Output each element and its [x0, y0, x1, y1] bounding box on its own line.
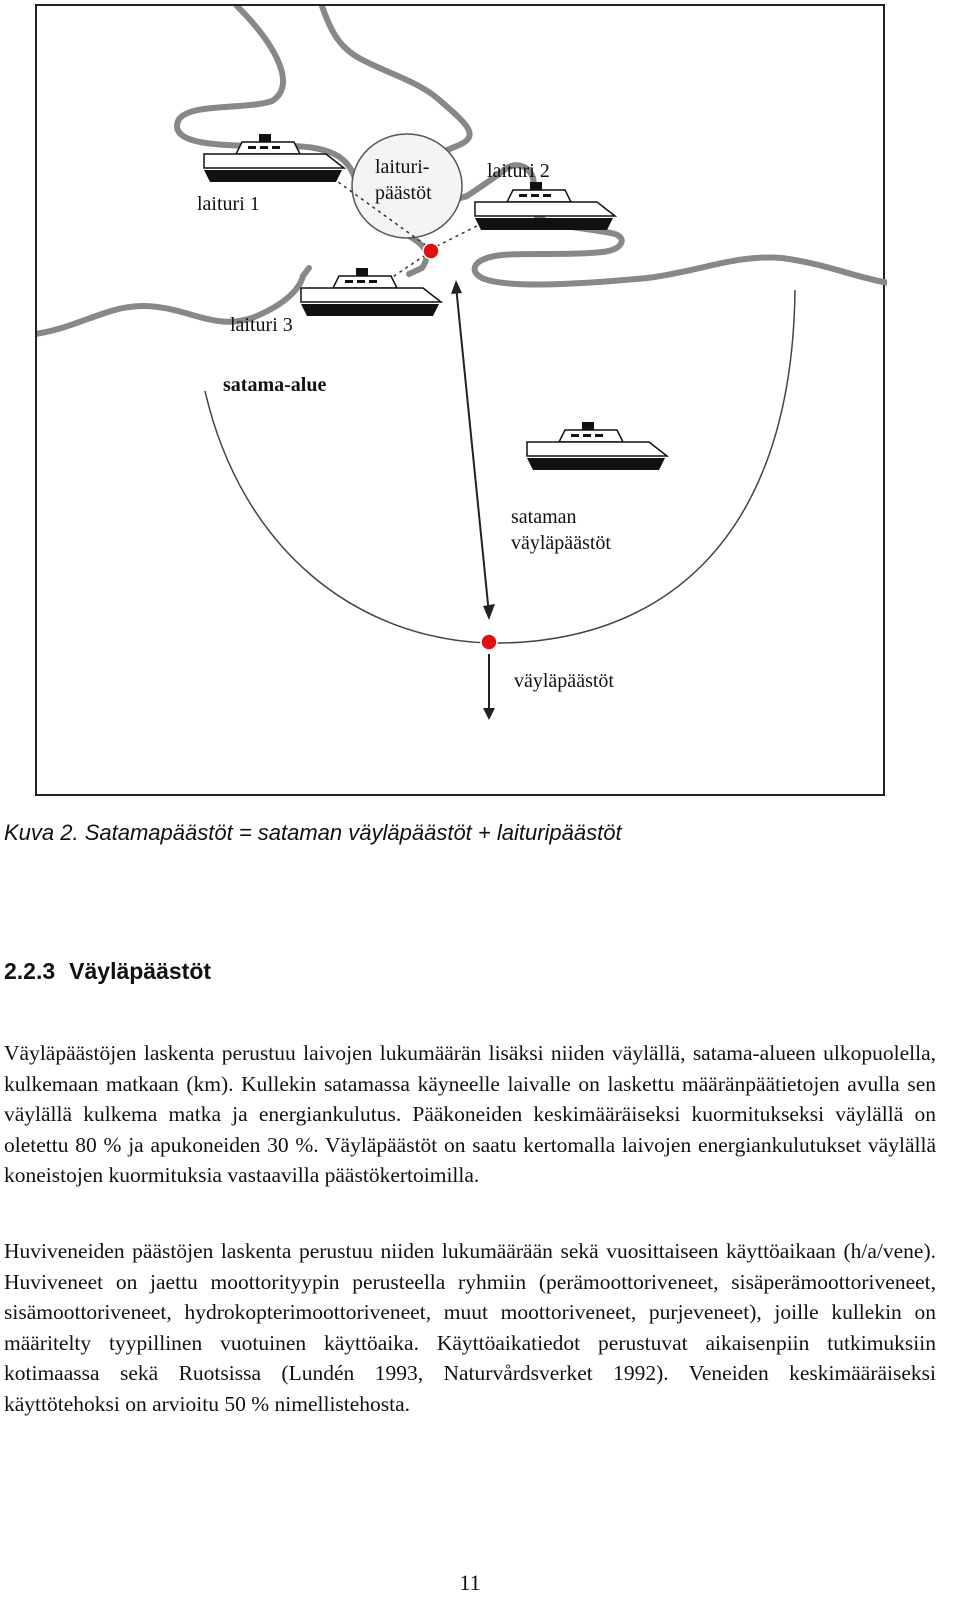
section-heading: [4, 958, 211, 985]
paragraph-fairway-emissions: Väyläpäästöjen laskenta perustuu laivojen lukumäärän lisäksi niiden väylällä, satama-alueen ulkopuolella, kulkemaan matkaan (km). Kullekin satamassa käyneelle laivalle on laskettu määränpäätietojen avulla sen väylällä kulkema matka ja energiankulutus. Pääkoneiden keskimääräiseksi kuormitukseksi väylällä on oletettu 80 % ja apukoneiden 30 %. Väyläpäästöt on saatu kertomalla laivojen energiankulutukset väylällä koneistojen kuormituksia vastaavilla päästökertoimilla.: [4, 1041, 936, 1187]
paragraph-leisure-boats: Huviveneiden päästöjen laskenta perustuu niiden lukumäärään sekä vuosittaiseen käyttöaikaan (h/a/vene). Huviveneet on jaettu moottorityypin perusteella ryhmiin (perämoottoriveneet, sisäperämoottoriveneet, sisämoottoriveneet, hydrokopterimoottoriveneet, muut moottoriveneet, purjeveneet), joille kullekin on määritelty tyypillinen vuotuinen käyttöaika. Käyttöaikatiedot perustuvat aikaisenpiin tutkimuksiin kotimaassa sekä Ruotsissa (Lundén 1993, Naturvårdsverket 1992). Veneiden keskimääräiseksi käyttötehoksi on arvioitu 50 % nimellistehosta.: [4, 1239, 936, 1416]
ship-icon-berth1: [204, 134, 344, 182]
section-title: Väyläpäästöt: [69, 958, 212, 984]
ship-icon-berth3: [301, 268, 441, 316]
ship-icon-fairway: [527, 422, 667, 470]
label-harbour-fairway-line2: väyläpäästöt: [511, 532, 611, 554]
harbour-fairway-arrow: [456, 286, 489, 614]
berth-emission-point: [423, 243, 439, 259]
berth2-emission-line: [437, 226, 477, 246]
label-berth1: laituri 1: [197, 193, 260, 215]
label-fairway-emissions: väyläpäästöt: [514, 670, 614, 692]
figure-caption: Kuva 2. Satamapäästöt = sataman väyläpäästöt + laituripäästöt: [4, 820, 622, 845]
section-number: 2.2.3: [4, 958, 56, 984]
label-berth3: laituri 3: [230, 314, 293, 336]
harbour-fairway-arrowtail: [451, 280, 462, 294]
harbour-fairway-arrowhead: [483, 604, 495, 620]
page-number: 11: [459, 1570, 481, 1595]
label-berth-emissions-line2: päästöt: [375, 182, 432, 204]
label-berth-emissions-line1: laituri-: [375, 156, 430, 178]
fairway-emission-point: [481, 634, 497, 650]
fairway-arrowhead: [483, 708, 495, 720]
label-harbour-area: satama-alue: [223, 374, 327, 396]
harbour-diagram: [37, 6, 887, 798]
label-harbour-fairway-line1: sataman: [511, 506, 577, 528]
label-berth2: laituri 2: [487, 160, 550, 182]
ship-icon-berth2: [475, 182, 615, 230]
harbour-emissions-figure: [35, 4, 885, 796]
harbour-area-boundary: [205, 290, 795, 643]
